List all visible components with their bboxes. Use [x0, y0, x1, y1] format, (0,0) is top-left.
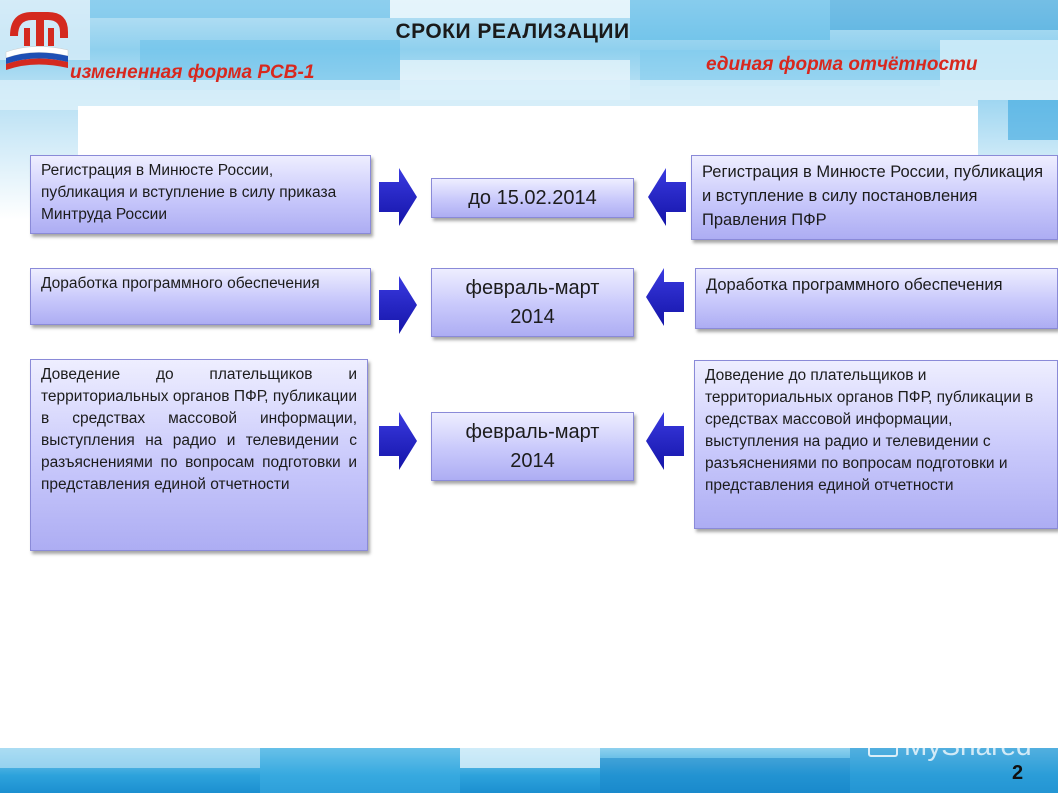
- right-box-row-2: Доработка программного обеспечения: [695, 268, 1058, 329]
- deadline-box-row-3: февраль-март 2014: [431, 412, 634, 481]
- left-box-row-1: Регистрация в Минюсте России, публикация и вступление в силу приказа Минтруда России: [30, 155, 371, 234]
- watermark-text: MyShared: [904, 730, 1032, 761]
- left-box-row-2: Доработка программного обеспечения: [30, 268, 371, 325]
- left-box-row-3: Доведение до плательщиков и территориальных органов ПФР, публикации в средствах массовой информации, выступления на радио и телевидении с разъяснениями по вопросам подготовки и представления единой отчетности: [30, 359, 368, 551]
- arrow-right-icon: [377, 274, 419, 336]
- page-number: 2: [1012, 762, 1024, 784]
- watermark-icon: [866, 730, 902, 760]
- deadline-box-row-1: до 15.02.2014: [431, 178, 634, 218]
- deadline-box-row-2: февраль-март 2014: [431, 268, 634, 337]
- arrow-right-icon: [377, 166, 419, 228]
- arrow-left-icon: [646, 166, 688, 228]
- arrow-left-icon: [644, 266, 686, 328]
- right-edge-tile-2: [1008, 100, 1058, 140]
- right-box-row-1: Регистрация в Минюсте России, публикация и вступление в силу постановления Правления ПФР: [691, 155, 1058, 240]
- arrow-left-icon: [644, 410, 686, 472]
- right-box-row-3: Доведение до плательщиков и территориальных органов ПФР, публикации в средствах массовой информации, выступления на радио и телевидении с разъяснениями по вопросам подготовки и представления единой отчетности: [694, 360, 1058, 529]
- left-column-heading: измененная форма РСВ-1: [70, 62, 315, 83]
- arrow-right-icon: [377, 410, 419, 472]
- right-column-heading: единая форма отчётности: [706, 54, 978, 75]
- page-title: СРОКИ РЕАЛИЗАЦИИ: [395, 20, 630, 43]
